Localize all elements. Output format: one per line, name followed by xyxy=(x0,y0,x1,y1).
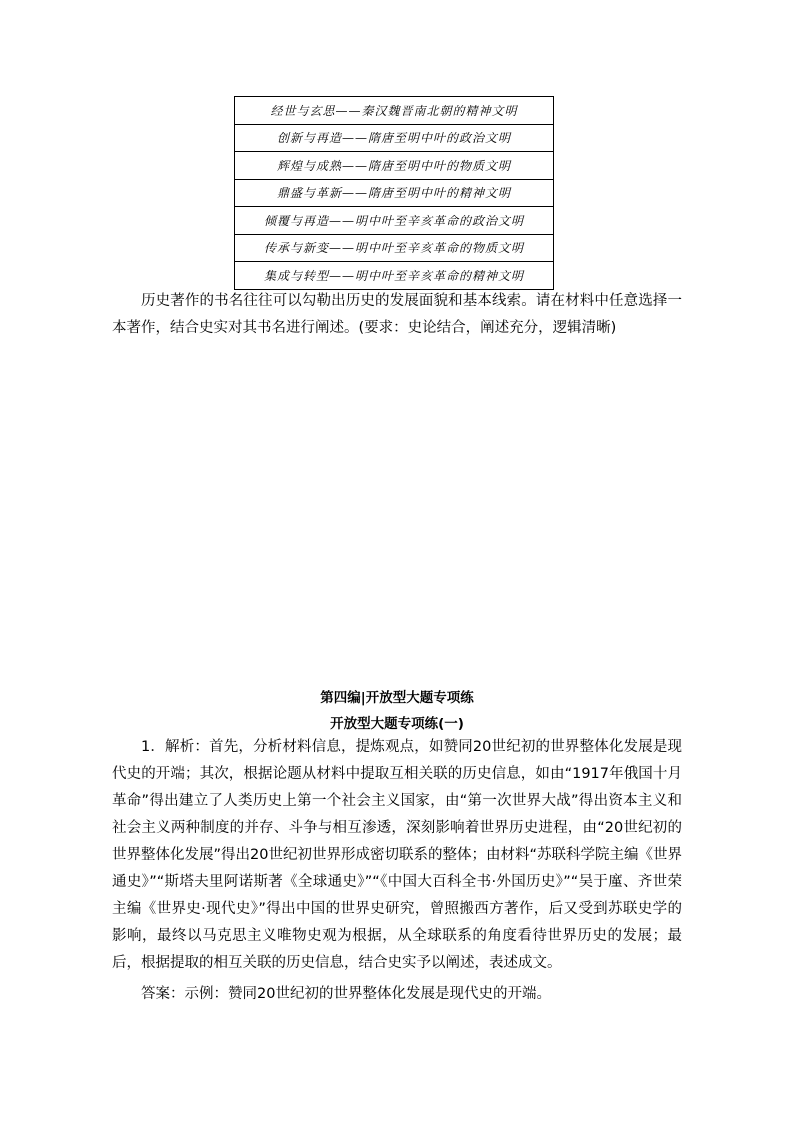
table-row xyxy=(235,124,554,152)
book-title-cell: 辉煌与成熟——隋唐至明中叶的物质文明 xyxy=(235,152,554,180)
table-row xyxy=(235,152,554,180)
section-title: 第四编|开放型大题专项练 xyxy=(320,690,474,706)
table-row xyxy=(235,262,554,290)
book-title-cell: 传承与新变——明中叶至辛亥革命的物质文明 xyxy=(235,234,554,262)
book-title-cell: 鼎盛与革新——隋唐至明中叶的精神文明 xyxy=(235,179,554,207)
subsection-title: 开放型大题专项练(一) xyxy=(330,716,464,732)
book-title-cell: 集成与转型——明中叶至辛亥革命的精神文明 xyxy=(235,262,554,290)
table-row xyxy=(235,234,554,262)
table-row xyxy=(235,207,554,235)
book-title-table xyxy=(234,96,554,290)
book-title-cell: 经世与玄思——秦汉魏晋南北朝的精神文明 xyxy=(235,97,554,125)
question-text: 历史著作的书名往往可以勾勒出历史的发展面貌和基本线索。请在材料中任意选择一本著作，结合史实对其书名进行阐述。(要求：史论结合，阐述充分，逻辑清晰) xyxy=(112,293,682,336)
book-title-cell: 倾覆与再造——明中叶至辛亥革命的政治文明 xyxy=(235,207,554,235)
answer-text: 答案：示例：赞同20世纪初的世界整体化发展是现代史的开端。 xyxy=(141,986,551,1002)
book-title-cell: 创新与再造——隋唐至明中叶的政治文明 xyxy=(235,124,554,152)
table-row xyxy=(235,97,554,125)
table-row xyxy=(235,179,554,207)
analysis-text: 1．解析：首先，分析材料信息，提炼观点，如赞同20世纪初的世界整体化发展是现代史的开端；其次，根据论题从材料中提取互相关联的历史信息，如由“1917年俄国十月革命”得出建立了人类历史上第一个社会主义国家，由“第一次世界大战”得出资本主义和社会主义两种制度的并存、斗争与相互渗透，深刻影响着世界历史进程，由“20世纪初的世界整体化发展”得出20世纪初世界形成密切联系的整体；由材料“苏联科学院主编《世界通史》”“斯塔夫里阿诺斯著《全球通史》”“《中国大百科全书·外国历史》”“吴于廑、齐世荣主编《世界史·现代史》”得出中国的世界史研究，曾照搬西方著作，后又受到苏联史学的影响，最终以马克思主义唯物史观为根据，从全球联系的角度看待世界历史的发展；最后，根据提取的相互关联的历史信息，结合史实予以阐述，表述成文。 xyxy=(112,739,682,971)
